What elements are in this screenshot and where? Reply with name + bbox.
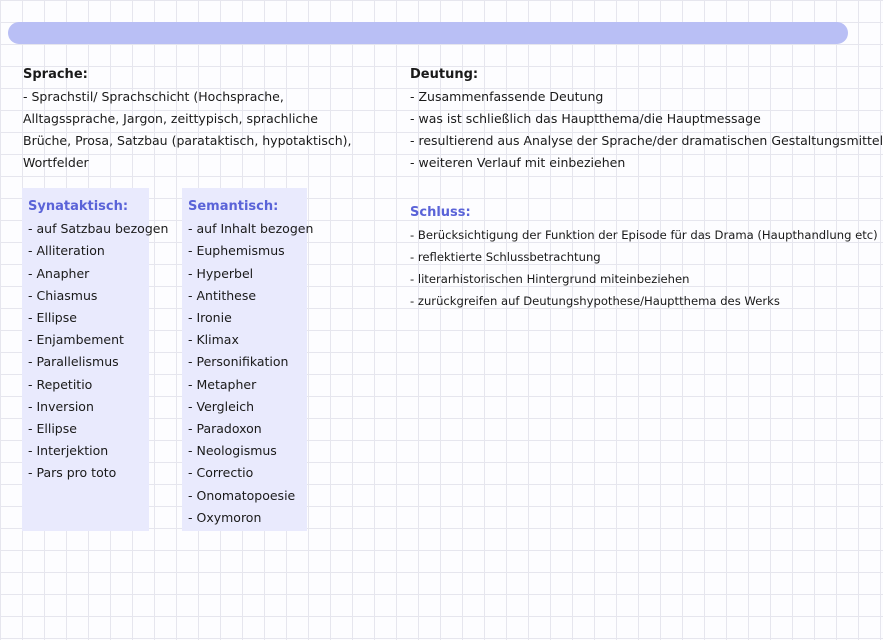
list-item: - Personifikation	[188, 354, 289, 370]
schluss-line: - literarhistorischen Hintergrund miteinbeziehen	[410, 272, 690, 286]
list-item: - Euphemismus	[188, 243, 285, 259]
list-item: - Hyperbel	[188, 265, 254, 281]
schluss-line: - reflektierte Schlussbetrachtung	[410, 250, 601, 264]
deutung-heading: Deutung:	[410, 67, 479, 82]
list-item: - Paradoxon	[188, 421, 262, 437]
semantisch-heading: Semantisch:	[188, 199, 279, 214]
deutung-section	[410, 64, 883, 174]
header-highlight-bar	[8, 22, 848, 44]
list-item: - Inversion	[28, 398, 94, 414]
sprache-section	[23, 64, 352, 174]
list-item: - Ellipse	[28, 310, 77, 326]
list-item: - Enjambement	[28, 332, 124, 348]
deutung-line: - was ist schließlich das Hauptthema/die Hauptmessage	[410, 111, 761, 126]
list-item: - Repetitio	[28, 376, 93, 392]
list-item: - Onomatopoesie	[188, 487, 296, 503]
list-item: - auf Inhalt bezogen	[188, 221, 314, 237]
list-item: - Metapher	[188, 376, 257, 392]
schluss-section	[410, 202, 878, 312]
list-item: - Anapher	[28, 265, 90, 281]
list-item: - Oxymoron	[188, 509, 262, 525]
sprache-line: Alltagssprache, Jargon, zeittypisch, sprachliche	[23, 111, 318, 126]
list-item: - Ironie	[188, 310, 232, 326]
list-item: - Alliteration	[28, 243, 105, 259]
list-item: - auf Satzbau bezogen	[28, 221, 169, 237]
list-item: - Vergleich	[188, 398, 255, 414]
list-item: - Ellipse	[28, 421, 77, 437]
semantisch-list	[188, 218, 314, 529]
schluss-heading: Schluss:	[410, 205, 471, 220]
list-item: - Interjektion	[28, 443, 109, 459]
syntaktisch-heading: Synataktisch:	[28, 199, 129, 214]
deutung-line: - Zusammenfassende Deutung	[410, 89, 604, 104]
list-item: - Correctio	[188, 465, 254, 481]
list-item: - Chiasmus	[28, 287, 98, 303]
schluss-line: - zurückgreifen auf Deutungshypothese/Hauptthema des Werks	[410, 294, 780, 308]
sprache-line: Wortfelder	[23, 155, 89, 170]
syntaktisch-list	[28, 218, 169, 484]
list-item: - Pars pro toto	[28, 465, 117, 481]
schluss-line: - Berücksichtigung der Funktion der Episode für das Drama (Haupthandlung etc)	[410, 228, 878, 242]
list-item: - Neologismus	[188, 443, 277, 459]
sprache-line: Brüche, Prosa, Satzbau (parataktisch, hypotaktisch),	[23, 133, 352, 148]
sprache-line: - Sprachstil/ Sprachschicht (Hochsprache,	[23, 89, 284, 104]
semantisch-panel	[182, 188, 314, 531]
sprache-heading: Sprache:	[23, 67, 88, 82]
list-item: - Parallelismus	[28, 354, 119, 370]
list-item: - Klimax	[188, 332, 239, 348]
list-item: - Antithese	[188, 287, 257, 303]
deutung-line: - weiteren Verlauf mit einbeziehen	[410, 155, 626, 170]
syntaktisch-panel	[22, 188, 169, 531]
deutung-line: - resultierend aus Analyse der Sprache/der dramatischen Gestaltungsmittel	[410, 133, 883, 148]
